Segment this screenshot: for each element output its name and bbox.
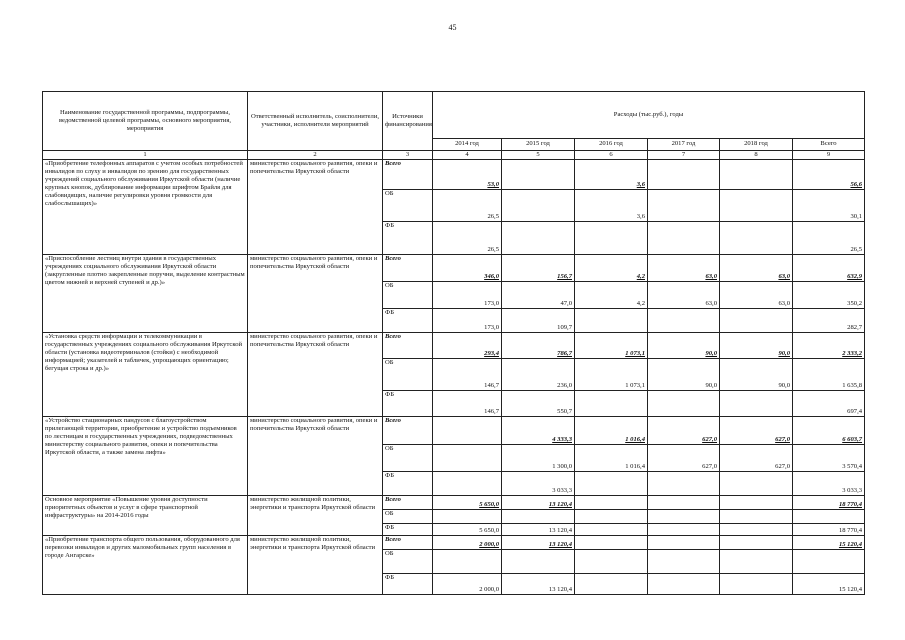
activity-name: «Приспособление лестниц внутри здания в государственных учреждениях социального обслуживания Иркутской области (закругленные плотно закрепленные поручни, выделение контрастным цветом нижней и верхней ступеней и др.)» [43, 255, 248, 333]
year-value: 90,0 [648, 333, 720, 359]
year-value: 173,0 [433, 282, 502, 309]
year-value: 26,5 [433, 222, 502, 255]
year-value [648, 190, 720, 222]
year-value: 63,0 [648, 255, 720, 282]
year-value [433, 417, 502, 445]
year-value: 13 120,4 [502, 574, 575, 595]
year-value [648, 309, 720, 333]
total-value: 697,4 [793, 391, 865, 417]
header-year: 2018 год [720, 139, 793, 151]
year-value: 26,5 [433, 190, 502, 222]
year-value [433, 510, 502, 524]
funding-source: Всего [383, 496, 433, 510]
year-value: 47,0 [502, 282, 575, 309]
total-value [793, 510, 865, 524]
year-value [720, 472, 793, 496]
year-value: 3,6 [575, 190, 648, 222]
year-value: 173,0 [433, 309, 502, 333]
total-value: 6 603,7 [793, 417, 865, 445]
year-value [433, 550, 502, 574]
year-value: 4,2 [575, 255, 648, 282]
year-value [648, 574, 720, 595]
executor-name: министерство социального развития, опеки и попечительства Иркутской области [248, 417, 383, 496]
year-value [648, 391, 720, 417]
year-value: 90,0 [648, 359, 720, 391]
table-row [43, 536, 865, 550]
year-value: 627,0 [720, 445, 793, 472]
table-row [43, 417, 865, 445]
total-value: 3 570,4 [793, 445, 865, 472]
column-number: 3 [383, 151, 433, 160]
table-row [43, 333, 865, 359]
year-value: 1 300,0 [502, 445, 575, 472]
year-value [502, 550, 575, 574]
year-value: 3 033,3 [502, 472, 575, 496]
header-year: 2016 год [575, 139, 648, 151]
year-value: 236,0 [502, 359, 575, 391]
total-value: 632,9 [793, 255, 865, 282]
total-value: 1 635,8 [793, 359, 865, 391]
funding-source: Всего [383, 417, 433, 445]
year-value: 63,0 [648, 282, 720, 309]
year-value: 13 120,4 [502, 524, 575, 536]
expenses-table [42, 91, 865, 595]
year-value: 90,0 [720, 333, 793, 359]
year-value [575, 391, 648, 417]
funding-source: ОБ [383, 445, 433, 472]
funding-source: Всего [383, 160, 433, 190]
year-value [648, 550, 720, 574]
table-body [43, 160, 865, 595]
funding-source: ОБ [383, 359, 433, 391]
year-value: 13 120,4 [502, 536, 575, 550]
total-value: 282,7 [793, 309, 865, 333]
total-value: 2 333,2 [793, 333, 865, 359]
total-value: 30,1 [793, 190, 865, 222]
year-value: 63,0 [720, 282, 793, 309]
year-value [720, 190, 793, 222]
executor-name: министерство жилищной политики, энергетики и транспорта Иркутской области [248, 496, 383, 536]
year-value: 109,7 [502, 309, 575, 333]
total-value: 15 120,4 [793, 536, 865, 550]
year-value [648, 524, 720, 536]
activity-name: «Установка средств информации и телекоммуникации в государственных учреждениях социального обслуживания Иркутской области (установка видеотерминалов (стойки) с необходимой информацией; указателей и табличек, упрощающих ориентацию; бегущая строка и др.)» [43, 333, 248, 417]
activity-name: «Устройство стационарных пандусов с благоустройством прилегающей территории, приобретение и устройство подъемников по лестницам в государственных учреждениях, подведомственных министерству социального развития, опеки и попечительства Иркутской области, а также замена лифта» [43, 417, 248, 496]
year-value: 1 016,4 [575, 417, 648, 445]
year-value [720, 496, 793, 510]
year-value: 627,0 [720, 417, 793, 445]
year-value: 627,0 [648, 417, 720, 445]
year-value: 2 000,0 [433, 574, 502, 595]
executor-name: министерство социального развития, опеки и попечительства Иркутской области [248, 333, 383, 417]
year-value: 146,7 [433, 391, 502, 417]
header-total: Всего [793, 139, 865, 151]
year-value [648, 496, 720, 510]
executor-name: министерство социального развития, опеки и попечительства Иркутской области [248, 160, 383, 255]
column-number: 9 [793, 151, 865, 160]
executor-name: министерство социального развития, опеки и попечительства Иркутской области [248, 255, 383, 333]
activity-name: Основное мероприятие «Повышение уровня доступности приоритетных объектов и услуг в сфере транспортной инфраструктуры» на 2014-2016 годы [43, 496, 248, 536]
column-number: 8 [720, 151, 793, 160]
year-value [648, 472, 720, 496]
funding-source: ФБ [383, 309, 433, 333]
funding-source: ОБ [383, 550, 433, 574]
header-source: Источники финансирования [383, 92, 433, 151]
table-row [43, 496, 865, 510]
total-value: 56,6 [793, 160, 865, 190]
year-value [720, 524, 793, 536]
column-number: 7 [648, 151, 720, 160]
year-value [720, 510, 793, 524]
year-value: 293,4 [433, 333, 502, 359]
year-value: 1 073,1 [575, 333, 648, 359]
header-executor: Ответственный исполнитель, соисполнители, участники, исполнители мероприятий [248, 92, 383, 151]
year-value [502, 510, 575, 524]
funding-source: ФБ [383, 391, 433, 417]
year-value [720, 574, 793, 595]
year-value [720, 391, 793, 417]
total-value: 3 033,3 [793, 472, 865, 496]
year-value: 346,0 [433, 255, 502, 282]
year-value [575, 510, 648, 524]
total-value [793, 550, 865, 574]
funding-source: ФБ [383, 222, 433, 255]
year-value: 156,7 [502, 255, 575, 282]
funding-source: Всего [383, 255, 433, 282]
year-value: 2 000,0 [433, 536, 502, 550]
year-value [433, 472, 502, 496]
total-value: 18 770,4 [793, 496, 865, 510]
funding-source: ОБ [383, 510, 433, 524]
table-row [43, 255, 865, 282]
year-value [575, 496, 648, 510]
header-year: 2014 год [433, 139, 502, 151]
year-value [648, 536, 720, 550]
header-year: 2017 год [648, 139, 720, 151]
column-number: 1 [43, 151, 248, 160]
year-value: 5 650,0 [433, 524, 502, 536]
header-expenses: Расходы (тыс.руб.), годы [433, 92, 865, 139]
year-value: 4 333,3 [502, 417, 575, 445]
year-value [575, 574, 648, 595]
year-value: 63,0 [720, 255, 793, 282]
year-value [502, 222, 575, 255]
column-number: 4 [433, 151, 502, 160]
year-value [720, 309, 793, 333]
year-value [502, 160, 575, 190]
year-value: 5 650,0 [433, 496, 502, 510]
year-value [575, 472, 648, 496]
year-value [575, 222, 648, 255]
header-year: 2015 год [502, 139, 575, 151]
total-value: 18 770,4 [793, 524, 865, 536]
total-value: 350,2 [793, 282, 865, 309]
year-value [648, 160, 720, 190]
year-value [720, 222, 793, 255]
funding-source: Всего [383, 536, 433, 550]
executor-name: министерство жилищной политики, энергетики и транспорта Иркутской области [248, 536, 383, 595]
year-value [575, 524, 648, 536]
year-value: 1 016,4 [575, 445, 648, 472]
year-value [648, 222, 720, 255]
year-value: 90,0 [720, 359, 793, 391]
year-value [720, 550, 793, 574]
year-value: 146,7 [433, 359, 502, 391]
year-value: 786,7 [502, 333, 575, 359]
funding-source: ФБ [383, 472, 433, 496]
year-value: 53,0 [433, 160, 502, 190]
funding-source: ФБ [383, 524, 433, 536]
funding-source: ОБ [383, 282, 433, 309]
header-name: Наименование государственной программы, подпрограммы, ведомственной целевой программы, основного мероприятия, мероприятия [43, 92, 248, 151]
page-number: 45 [448, 23, 457, 32]
year-value: 4,2 [575, 282, 648, 309]
year-value [720, 536, 793, 550]
year-value: 3,6 [575, 160, 648, 190]
year-value [575, 550, 648, 574]
year-value: 13 120,4 [502, 496, 575, 510]
column-number: 6 [575, 151, 648, 160]
column-number: 2 [248, 151, 383, 160]
year-value [575, 309, 648, 333]
year-value [720, 160, 793, 190]
funding-source: ФБ [383, 574, 433, 595]
year-value: 627,0 [648, 445, 720, 472]
year-value [502, 190, 575, 222]
year-value: 1 073,1 [575, 359, 648, 391]
funding-source: ОБ [383, 190, 433, 222]
total-value: 15 120,4 [793, 574, 865, 595]
year-value [433, 445, 502, 472]
total-value: 26,5 [793, 222, 865, 255]
activity-name: «Приобретение транспорта общего пользования, оборудованного для перевозки инвалидов и других маломобильных групп населения в городе Ангарске» [43, 536, 248, 595]
year-value [575, 536, 648, 550]
table-row [43, 160, 865, 190]
column-number: 5 [502, 151, 575, 160]
year-value: 550,7 [502, 391, 575, 417]
funding-source: Всего [383, 333, 433, 359]
column-numbers-row [43, 151, 865, 160]
activity-name: «Приобретение телефонных аппаратов с учетом особых потребностей инвалидов по слуху и инвалидов по зрению для государственных учреждений социального обслуживания Иркутской области (наличие крупных кнопок, дублирование информации шрифтом Брайля для слабовидящих, наличие регулировки уровня громкости для слабослышащих)» [43, 160, 248, 255]
year-value [648, 510, 720, 524]
